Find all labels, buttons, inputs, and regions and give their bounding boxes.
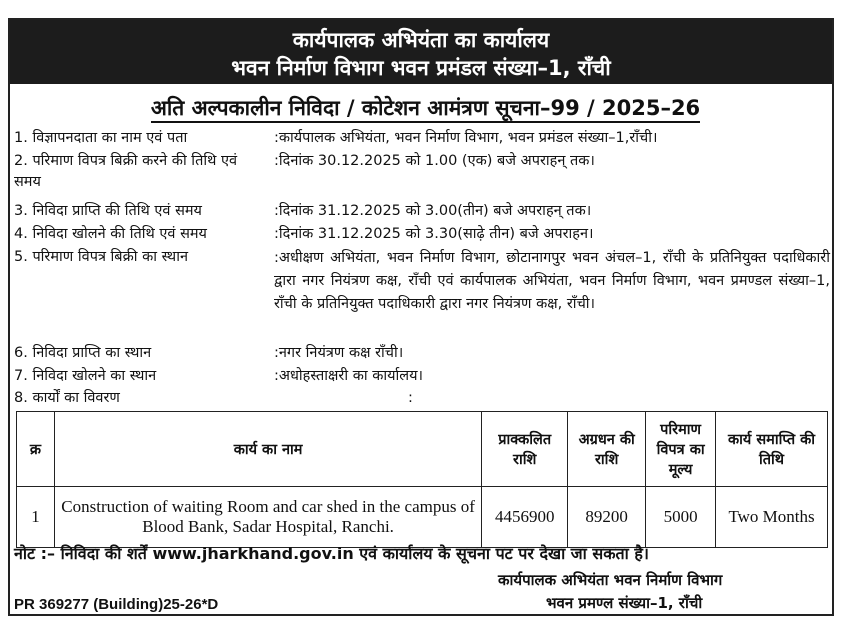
header-estimated-amount: प्राक्कलित राशि	[482, 412, 568, 487]
header-work-name: कार्य का नाम	[54, 412, 481, 487]
item-value-8: :	[408, 390, 413, 406]
signature-title: कार्यपालक अभियंता भवन निर्माण विभाग	[498, 571, 723, 589]
item-label-2: 2. परिमाण विपत्र बिक्री करने की तिथि एवं समय	[14, 153, 238, 190]
signature-office: भवन प्रमण्ल संख्या–1, राँची	[546, 594, 703, 612]
header-completion-time: कार्य समाप्ति की तिथि	[716, 412, 828, 487]
terms-note: नोट :– निविदा की शर्तें www.jharkhand.gov.in एवं कार्यालय के सूचना पट पर देखा जा सकता है।	[14, 544, 649, 563]
cell-completion-time: Two Months	[716, 487, 828, 548]
pr-number: PR 369277 (Building)25-26*D	[14, 596, 219, 613]
cell-bill-cost: 5000	[646, 487, 716, 548]
header-bill-cost: परिमाण विपत्र का मूल्य	[646, 412, 716, 487]
header-serial: क्र	[17, 412, 55, 487]
table-row	[17, 487, 828, 548]
cell-earnest-money: 89200	[568, 487, 646, 548]
item-value-5: :अधीक्षण अभियंता, भवन निर्माण विभाग, छोटानागपुर भवन अंचल–1, राँची के प्रतिनियुक्त पदाधिकारी द्वारा नगर नियंत्रण कक्ष, राँची एवं कार्यपालक अभियंता, भवन निर्माण विभाग, भवन प्रमण्डल संख्या–1, राँची के प्रतिनियुक्त पदाधिकारी द्वारा नगर नियंत्रण कक्ष, राँची।	[274, 250, 830, 312]
item-label-1: 1. विज्ञापनदाता का नाम एवं पता	[14, 130, 188, 146]
header-earnest-money: अग्रधन की राशि	[568, 412, 646, 487]
office-name: कार्यपालक अभियंता का कार्यालय	[292, 28, 550, 52]
cell-serial: 1	[17, 487, 55, 548]
office-header	[10, 20, 832, 84]
item-value-3: :दिनांक 31.12.2025 को 3.00(तीन) बजे अपराहन् तक।	[274, 203, 592, 219]
item-label-6: 6. निविदा प्राप्ति का स्थान	[14, 345, 152, 361]
table-header-row	[17, 412, 828, 487]
item-value-7: :अधोहस्ताक्षरी का कार्यालय।	[274, 368, 423, 384]
item-value-2: :दिनांक 30.12.2025 को 1.00 (एक) बजे अपराहन् तक।	[274, 153, 595, 169]
notice-title: अति अल्पकालीन निविदा / कोटेशन आमंत्रण सूचना–99 / 2025–26	[0, 94, 851, 122]
cell-work-name: Construction of waiting Room and car shed in the campus of Blood Bank, Sadar Hospital, Ranchi.	[54, 487, 481, 548]
item-label-3: 3. निविदा प्राप्ति की तिथि एवं समय	[14, 203, 202, 219]
cell-estimated-amount: 4456900	[482, 487, 568, 548]
office-department: भवन निर्माण विभाग भवन प्रमंडल संख्या–1, राँची	[231, 56, 611, 80]
works-table	[16, 411, 828, 548]
item-value-1: :कार्यपालक अभियंता, भवन निर्माण विभाग, भवन प्रमंडल संख्या–1,राँची।	[274, 130, 658, 146]
item-value-6: :नगर नियंत्रण कक्ष राँची।	[274, 345, 404, 361]
item-value-4: :दिनांक 31.12.2025 को 3.30(साढ़े तीन) बजे अपराहन।	[274, 226, 594, 242]
item-label-5: 5. परिमाण विपत्र बिक्री का स्थान	[14, 249, 189, 265]
item-label-8: 8. कार्यों का विवरण	[14, 390, 120, 406]
item-label-7: 7. निविदा खोलने का स्थान	[14, 368, 157, 384]
item-label-4: 4. निविदा खोलने की तिथि एवं समय	[14, 226, 207, 242]
